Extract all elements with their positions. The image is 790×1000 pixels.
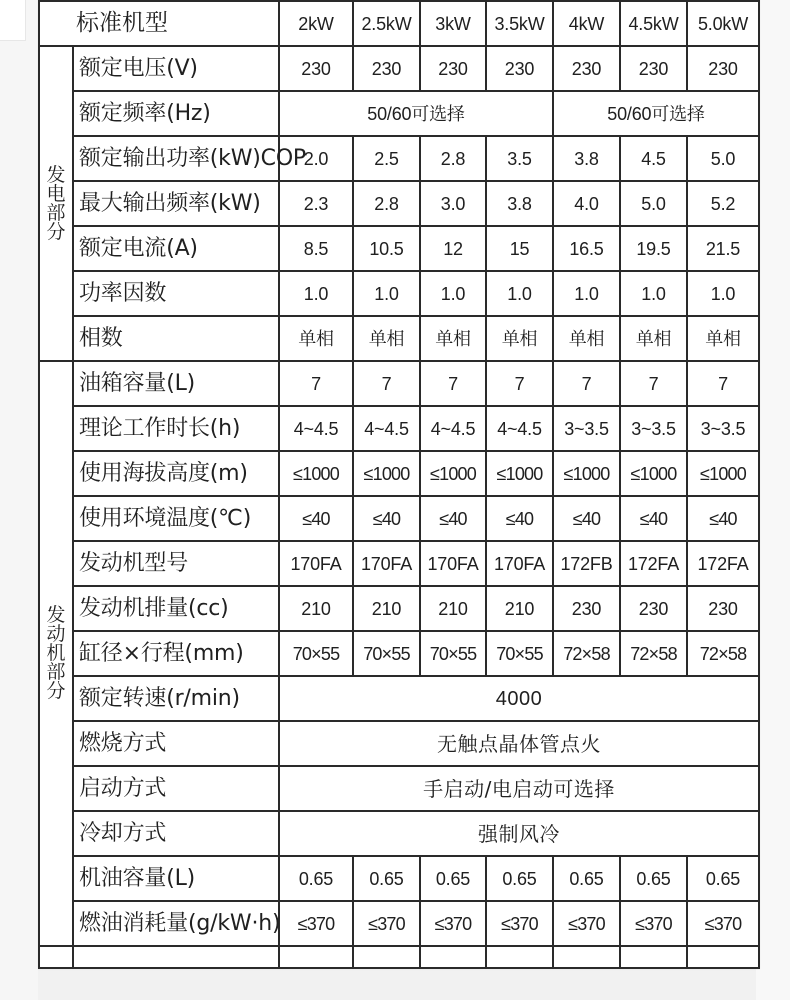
table-cell: 1.0 <box>553 271 620 316</box>
table-cell: 单相 <box>486 316 553 361</box>
table-row <box>39 541 759 586</box>
table-row <box>39 271 759 316</box>
parameter-label: 额定电压(V) <box>73 46 279 91</box>
table-cell: 1.0 <box>687 271 759 316</box>
parameter-label: 缸径×行程(mm) <box>73 631 279 676</box>
table-cell: 2.3 <box>279 181 353 226</box>
table-cell: 230 <box>420 46 486 91</box>
table-cell: 72×58 <box>553 631 620 676</box>
table-row <box>39 901 759 946</box>
table-cell: 3.0 <box>420 181 486 226</box>
parameter-label: 发动机排量(cc) <box>73 586 279 631</box>
bottom-cropped-cell <box>620 946 687 968</box>
table-cell: 1.0 <box>279 271 353 316</box>
table-cell: ≤370 <box>687 901 759 946</box>
table-cell: 170FA <box>279 541 353 586</box>
merged-table-cell: 强制风冷 <box>279 811 759 856</box>
table-cell: 170FA <box>420 541 486 586</box>
table-cell: 19.5 <box>620 226 687 271</box>
parameter-label: 冷却方式 <box>73 811 279 856</box>
table-cell: 5.0 <box>687 136 759 181</box>
table-cell: ≤1000 <box>486 451 553 496</box>
table-row <box>39 181 759 226</box>
parameter-label: 理论工作时长(h) <box>73 406 279 451</box>
merged-table-cell: 无触点晶体管点火 <box>279 721 759 766</box>
table-cell: 230 <box>486 46 553 91</box>
table-cell: 单相 <box>553 316 620 361</box>
table-cell: 0.65 <box>620 856 687 901</box>
table-cell: 4~4.5 <box>353 406 420 451</box>
table-cell: 7 <box>486 361 553 406</box>
table-cell: 单相 <box>687 316 759 361</box>
parameter-label: 启动方式 <box>73 766 279 811</box>
table-cell: 7 <box>620 361 687 406</box>
generator-section-character: 分 <box>46 220 66 243</box>
table-cell: ≤1000 <box>353 451 420 496</box>
table-cell: ≤40 <box>279 496 353 541</box>
engine-section-character: 部 <box>46 661 66 683</box>
parameter-label: 额定输出功率(kW)COP <box>73 136 279 181</box>
table-cell: 72×58 <box>620 631 687 676</box>
table-cell: 4.0 <box>553 181 620 226</box>
table-cell: 1.0 <box>486 271 553 316</box>
bottom-cropped-cell <box>353 946 420 968</box>
generator-section-character: 电 <box>46 182 66 205</box>
table-cell: 4~4.5 <box>279 406 353 451</box>
table-cell: ≤370 <box>553 901 620 946</box>
table-cell: 1.0 <box>620 271 687 316</box>
table-cell: 3~3.5 <box>620 406 687 451</box>
table-cell: 2.0 <box>279 136 353 181</box>
table-cell: 230 <box>279 46 353 91</box>
bottom-cropped-cell <box>39 946 73 968</box>
model-header-cell: 2kW <box>279 1 353 46</box>
table-cell: 2.8 <box>353 181 420 226</box>
table-row <box>39 46 759 91</box>
table-cell: 4~4.5 <box>420 406 486 451</box>
table-row <box>39 406 759 451</box>
generator-section-character: 部 <box>46 201 66 224</box>
table-row <box>39 676 759 721</box>
model-header-label: 标准机型 <box>39 1 279 46</box>
top-left-paper-edge <box>0 0 26 41</box>
table-cell: 0.65 <box>353 856 420 901</box>
parameter-label: 机油容量(L) <box>73 856 279 901</box>
table-cell: ≤1000 <box>420 451 486 496</box>
table-row <box>39 721 759 766</box>
table-cell: 10.5 <box>353 226 420 271</box>
table-row <box>39 586 759 631</box>
generator-section-label <box>39 46 73 361</box>
merged-table-cell: 手启动/电启动可选择 <box>279 766 759 811</box>
parameter-label: 使用环境温度(℃) <box>73 496 279 541</box>
engine-section-label <box>39 361 73 946</box>
table-cell: 70×55 <box>279 631 353 676</box>
table-cell: 3.8 <box>553 136 620 181</box>
table-cell: 70×55 <box>420 631 486 676</box>
merged-table-cell: 50/60可选择 <box>553 91 759 136</box>
table-cell: 0.65 <box>486 856 553 901</box>
right-page-margin <box>756 0 790 1000</box>
table-cell: ≤1000 <box>687 451 759 496</box>
table-row <box>39 226 759 271</box>
table-cell: ≤370 <box>279 901 353 946</box>
table-cell: 21.5 <box>687 226 759 271</box>
table-cell: 16.5 <box>553 226 620 271</box>
parameter-label: 燃烧方式 <box>73 721 279 766</box>
table-cell: 7 <box>420 361 486 406</box>
table-row <box>39 136 759 181</box>
table-row <box>39 631 759 676</box>
engine-section-character: 机 <box>46 642 66 664</box>
parameter-label: 额定电流(A) <box>73 226 279 271</box>
table-cell: 210 <box>420 586 486 631</box>
table-row <box>39 361 759 406</box>
table-cell: 7 <box>687 361 759 406</box>
generator-specification-table <box>38 0 760 969</box>
table-cell: ≤370 <box>420 901 486 946</box>
table-cell: ≤370 <box>486 901 553 946</box>
table-row <box>39 856 759 901</box>
table-cell: ≤1000 <box>620 451 687 496</box>
table-cell: 0.65 <box>279 856 353 901</box>
bottom-cropped-cell <box>553 946 620 968</box>
table-cell: 210 <box>353 586 420 631</box>
engine-section-character: 分 <box>46 680 66 702</box>
table-cell: 12 <box>420 226 486 271</box>
table-cell: ≤40 <box>353 496 420 541</box>
bottom-cropped-cell <box>420 946 486 968</box>
table-cell: ≤1000 <box>553 451 620 496</box>
table-cell: 单相 <box>420 316 486 361</box>
table-cell: 2.5 <box>353 136 420 181</box>
table-cell: 8.5 <box>279 226 353 271</box>
table-cell: 7 <box>353 361 420 406</box>
generator-section-character: 发 <box>46 163 66 186</box>
table-cell: ≤1000 <box>279 451 353 496</box>
table-row <box>39 451 759 496</box>
engine-section-character: 发 <box>46 604 66 626</box>
table-cell: 3~3.5 <box>687 406 759 451</box>
table-cell: 230 <box>553 46 620 91</box>
parameter-label: 额定频率(Hz) <box>73 91 279 136</box>
table-cell: ≤40 <box>687 496 759 541</box>
table-cell: 170FA <box>486 541 553 586</box>
table-cell: ≤40 <box>486 496 553 541</box>
table-cell: 单相 <box>353 316 420 361</box>
table-cell: 单相 <box>620 316 687 361</box>
bottom-cropped-cell <box>279 946 353 968</box>
table-cell: 7 <box>553 361 620 406</box>
parameter-label: 油箱容量(L) <box>73 361 279 406</box>
table-row <box>39 316 759 361</box>
model-header-cell: 5.0kW <box>687 1 759 46</box>
merged-table-cell: 4000 <box>279 676 759 721</box>
table-cell: 0.65 <box>553 856 620 901</box>
table-cell: 210 <box>279 586 353 631</box>
model-header-cell: 3.5kW <box>486 1 553 46</box>
model-header-cell: 2.5kW <box>353 1 420 46</box>
table-cell: ≤40 <box>420 496 486 541</box>
table-cell: 170FA <box>353 541 420 586</box>
model-header-cell: 4.5kW <box>620 1 687 46</box>
bottom-cropped-row <box>39 946 759 968</box>
table-cell: ≤40 <box>620 496 687 541</box>
table-cell: 70×55 <box>486 631 553 676</box>
table-cell: 230 <box>620 586 687 631</box>
table-cell: 5.2 <box>687 181 759 226</box>
merged-table-cell: 50/60可选择 <box>279 91 553 136</box>
table-cell: ≤370 <box>353 901 420 946</box>
table-cell: 7 <box>279 361 353 406</box>
table-cell: 5.0 <box>620 181 687 226</box>
table-cell: 3~3.5 <box>553 406 620 451</box>
table-cell: 230 <box>553 586 620 631</box>
bottom-cropped-cell <box>486 946 553 968</box>
table-cell: 单相 <box>279 316 353 361</box>
table-cell: 230 <box>620 46 687 91</box>
table-cell: 230 <box>687 46 759 91</box>
table-row <box>39 766 759 811</box>
table-cell: 230 <box>687 586 759 631</box>
parameter-label: 额定转速(r/min) <box>73 676 279 721</box>
table-cell: 0.65 <box>687 856 759 901</box>
table-cell: 4~4.5 <box>486 406 553 451</box>
table-cell: 172FA <box>687 541 759 586</box>
model-header-cell: 4kW <box>553 1 620 46</box>
table-cell: 72×58 <box>687 631 759 676</box>
table-cell: 230 <box>353 46 420 91</box>
table-cell: 172FB <box>553 541 620 586</box>
table-cell: 3.5 <box>486 136 553 181</box>
model-header-row <box>39 1 759 46</box>
parameter-label: 相数 <box>73 316 279 361</box>
engine-section-character: 动 <box>46 623 66 645</box>
table-cell: 172FA <box>620 541 687 586</box>
table-cell: 210 <box>486 586 553 631</box>
parameter-label: 最大输出频率(kW) <box>73 181 279 226</box>
bottom-cropped-cell <box>687 946 759 968</box>
table-cell: 0.65 <box>420 856 486 901</box>
left-page-margin <box>0 0 38 1000</box>
table-cell: 15 <box>486 226 553 271</box>
table-cell: 70×55 <box>353 631 420 676</box>
bottom-cropped-cell <box>73 946 279 968</box>
parameter-label: 功率因数 <box>73 271 279 316</box>
table-row <box>39 811 759 856</box>
table-cell: 1.0 <box>353 271 420 316</box>
table-cell: ≤40 <box>553 496 620 541</box>
parameter-label: 使用海拔高度(m) <box>73 451 279 496</box>
table-row <box>39 91 759 136</box>
table-cell: 2.8 <box>420 136 486 181</box>
table-cell: 4.5 <box>620 136 687 181</box>
table-row <box>39 496 759 541</box>
model-header-cell: 3kW <box>420 1 486 46</box>
parameter-label: 燃油消耗量(g/kW·h) <box>73 901 279 946</box>
table-cell: ≤370 <box>620 901 687 946</box>
table-cell: 1.0 <box>420 271 486 316</box>
parameter-label: 发动机型号 <box>73 541 279 586</box>
table-cell: 3.8 <box>486 181 553 226</box>
